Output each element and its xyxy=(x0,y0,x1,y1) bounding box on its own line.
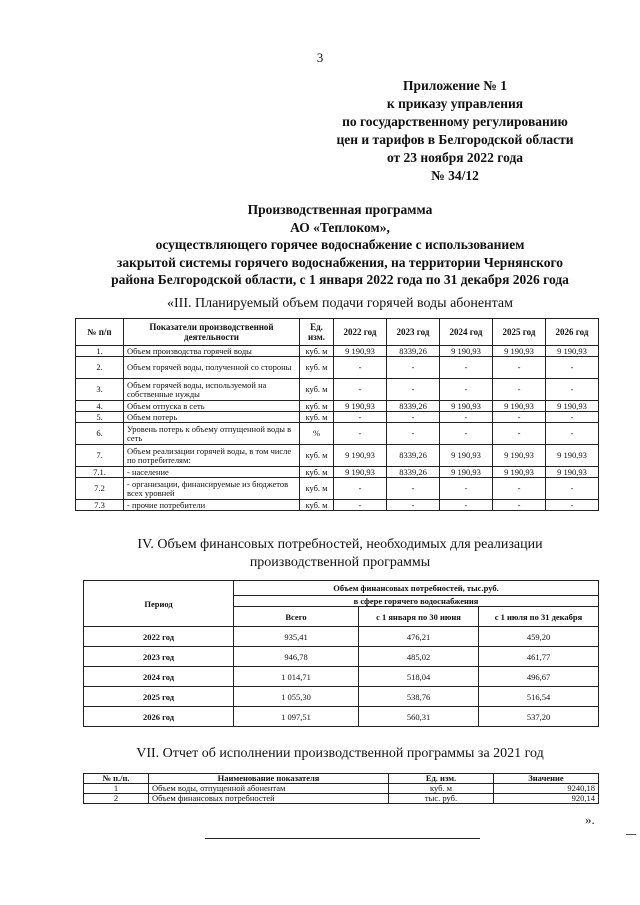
financial-needs-table xyxy=(83,580,599,727)
cell-unit: куб. м xyxy=(300,357,334,379)
cell-num: 7. xyxy=(76,445,124,467)
cell-indicator: Объем производства горячей воды xyxy=(124,346,300,357)
cell-value: 1 097,51 xyxy=(234,707,359,727)
col-header: № п/п xyxy=(76,319,124,346)
col-header: Показатели производственной деятельности xyxy=(124,319,300,346)
cell-value: - xyxy=(334,379,387,401)
cell-value: - xyxy=(387,357,440,379)
table-row xyxy=(84,784,599,794)
table-row xyxy=(76,445,599,467)
cell-value: 9 190,93 xyxy=(493,467,546,478)
col-header: № п./п. xyxy=(84,774,149,784)
program-title-line: осуществляющего горячее водоснабжение с использованием xyxy=(155,237,525,252)
cell-value: - xyxy=(440,423,493,445)
cell-value: - xyxy=(493,500,546,511)
section7-title: VII. Отчет об исполнении производственной программы за 2021 год xyxy=(136,746,544,761)
col-header-period: Период xyxy=(84,581,234,627)
water-volume-table xyxy=(75,318,599,511)
cell-unit: куб. м xyxy=(300,412,334,423)
table-row xyxy=(84,647,599,667)
cell-value: 9240,18 xyxy=(494,784,599,794)
cell-unit: куб. м xyxy=(389,784,494,794)
cell-value: 9 190,93 xyxy=(493,401,546,412)
cell-num: 7.2 xyxy=(76,478,124,500)
cell-value: 920,14 xyxy=(494,794,599,804)
cell-value: - xyxy=(493,478,546,500)
col-header: Значение xyxy=(494,774,599,784)
col-header: 2023 год xyxy=(387,319,440,346)
col-header: с 1 июля по 31 декабря xyxy=(479,607,599,627)
cell-unit: куб. м xyxy=(300,500,334,511)
closing-quote: ». xyxy=(585,812,595,827)
col-header-main: Объем финансовых потребностей, тыс.руб. xyxy=(234,581,599,596)
cell-value: 461,77 xyxy=(479,647,599,667)
cell-value: 459,20 xyxy=(479,627,599,647)
cell-unit: куб. м xyxy=(300,478,334,500)
cell-value: - xyxy=(546,500,599,511)
cell-value: - xyxy=(440,478,493,500)
cell-period: 2026 год xyxy=(84,707,234,727)
cell-value: - xyxy=(334,500,387,511)
cell-value: - xyxy=(334,357,387,379)
cell-value: 476,21 xyxy=(359,627,479,647)
cell-value: 516,54 xyxy=(479,687,599,707)
cell-num: 1. xyxy=(76,346,124,357)
cell-period: 2024 год xyxy=(84,667,234,687)
cell-value: 8339,26 xyxy=(387,445,440,467)
cell-num: 2. xyxy=(76,357,124,379)
section3-title: «III. Планируемый объем подачи горячей воды абонентам xyxy=(167,296,513,311)
cell-unit: куб. м xyxy=(300,401,334,412)
cell-value: 496,67 xyxy=(479,667,599,687)
program-title xyxy=(60,201,620,289)
col-header: Всего xyxy=(234,607,359,627)
cell-value: 560,31 xyxy=(359,707,479,727)
cell-indicator: Объем воды, отпущенной абонентам xyxy=(149,784,389,794)
cell-value: - xyxy=(334,478,387,500)
cell-indicator: Объем потерь xyxy=(124,412,300,423)
section4-title-line: IV. Объем финансовых потребностей, необходимых для реализации xyxy=(137,537,543,552)
cell-value: - xyxy=(334,412,387,423)
cell-value: - xyxy=(387,412,440,423)
table-row xyxy=(76,478,599,500)
cell-indicator: Объем отпуска в сеть xyxy=(124,401,300,412)
cell-value: 9 190,93 xyxy=(440,445,493,467)
cell-value: 9 190,93 xyxy=(546,346,599,357)
cell-value: 8339,26 xyxy=(387,346,440,357)
cell-value: 935,41 xyxy=(234,627,359,647)
cell-num: 7.1. xyxy=(76,467,124,478)
cell-indicator: Объем финансовых потребностей xyxy=(149,794,389,804)
cell-value: - xyxy=(334,423,387,445)
cell-unit: куб. м xyxy=(300,379,334,401)
cell-value: - xyxy=(440,500,493,511)
cell-unit: % xyxy=(300,423,334,445)
cell-value: - xyxy=(546,412,599,423)
cell-indicator: - население xyxy=(124,467,300,478)
page-number: 3 xyxy=(316,50,324,65)
table-row xyxy=(84,667,599,687)
footer-divider xyxy=(205,838,480,839)
col-header: 2022 год xyxy=(334,319,387,346)
cell-value: - xyxy=(493,423,546,445)
cell-value: - xyxy=(440,412,493,423)
col-header: 2026 год xyxy=(546,319,599,346)
cell-value: - xyxy=(546,379,599,401)
cell-value: 946,78 xyxy=(234,647,359,667)
cell-indicator: Уровень потерь к объему отпущенной воды в сеть xyxy=(124,423,300,445)
col-header: 2025 год xyxy=(493,319,546,346)
col-header: Наименование показателя xyxy=(149,774,389,784)
cell-indicator: Объем горячей воды, используемой на собственные нужды xyxy=(124,379,300,401)
table-row xyxy=(76,467,599,478)
cell-value: 9 190,93 xyxy=(546,445,599,467)
cell-period: 2023 год xyxy=(84,647,234,667)
cell-value: 8339,26 xyxy=(387,401,440,412)
cell-value: - xyxy=(546,357,599,379)
cell-unit: куб. м xyxy=(300,346,334,357)
col-header: Ед. изм. xyxy=(389,774,494,784)
cell-value: - xyxy=(440,379,493,401)
table-row xyxy=(76,401,599,412)
cell-value: 518,04 xyxy=(359,667,479,687)
cell-value: 9 190,93 xyxy=(546,401,599,412)
cell-value: 9 190,93 xyxy=(440,401,493,412)
cell-value: 9 190,93 xyxy=(440,467,493,478)
col-header: Ед. изм. xyxy=(300,319,334,346)
cell-value: 9 190,93 xyxy=(440,346,493,357)
col-header: 2024 год xyxy=(440,319,493,346)
program-title-line: района Белгородской области, с 1 января 2022 года по 31 декабря 2026 года xyxy=(111,272,569,287)
cell-value: 9 190,93 xyxy=(334,401,387,412)
execution-report-table xyxy=(83,773,599,804)
appendix-line: от 23 ноября 2022 года xyxy=(386,150,524,165)
cell-num: 1 xyxy=(84,784,149,794)
table-row xyxy=(76,346,599,357)
col-header: с 1 января по 30 июня xyxy=(359,607,479,627)
cell-period: 2025 год xyxy=(84,687,234,707)
cell-value: - xyxy=(387,478,440,500)
program-title-line: АО «Теплоком», xyxy=(290,219,390,235)
table-row xyxy=(84,707,599,727)
cell-value: 9 190,93 xyxy=(334,445,387,467)
cell-value: - xyxy=(546,423,599,445)
cell-num: 7.3 xyxy=(76,500,124,511)
edge-mark xyxy=(626,834,636,835)
cell-period: 2022 год xyxy=(84,627,234,647)
col-header-sub: в сфере горячего водоснабжения xyxy=(234,596,599,607)
table-header-row xyxy=(84,774,599,784)
cell-num: 4. xyxy=(76,401,124,412)
section4-title-line: производственной программы xyxy=(249,555,431,570)
cell-num: 3. xyxy=(76,379,124,401)
cell-value: 9 190,93 xyxy=(546,467,599,478)
table-row xyxy=(84,627,599,647)
cell-value: - xyxy=(546,478,599,500)
cell-value: - xyxy=(440,357,493,379)
cell-value: - xyxy=(387,423,440,445)
cell-num: 6. xyxy=(76,423,124,445)
cell-unit: тыс. руб. xyxy=(389,794,494,804)
table-row xyxy=(84,794,599,804)
cell-value: - xyxy=(387,379,440,401)
cell-indicator: Объем горячей воды, полученной со стороны xyxy=(124,357,300,379)
cell-indicator: - прочие потребители xyxy=(124,500,300,511)
table-row xyxy=(76,412,599,423)
cell-unit: куб. м xyxy=(300,467,334,478)
table-row xyxy=(76,357,599,379)
cell-value: - xyxy=(493,379,546,401)
program-title-line: Производственная программа xyxy=(247,202,433,217)
cell-value: - xyxy=(387,500,440,511)
cell-value: 485,02 xyxy=(359,647,479,667)
cell-indicator: - организации, финансируемые из бюджетов всех уровней xyxy=(124,478,300,500)
table-header-row xyxy=(84,581,599,596)
cell-value: - xyxy=(493,357,546,379)
cell-value: 537,20 xyxy=(479,707,599,727)
appendix-line: по государственному регулированию xyxy=(342,114,568,129)
cell-value: 1 055,30 xyxy=(234,687,359,707)
cell-value: 1 014,71 xyxy=(234,667,359,687)
cell-num: 2 xyxy=(84,794,149,804)
section4-title xyxy=(60,536,620,572)
cell-num: 5. xyxy=(76,412,124,423)
appendix-line: № 34/12 xyxy=(431,168,479,183)
cell-value: 8339,26 xyxy=(387,467,440,478)
table-row xyxy=(76,379,599,401)
cell-indicator: Объем реализации горячей воды, в том числе по потребителям: xyxy=(124,445,300,467)
cell-value: 9 190,93 xyxy=(493,346,546,357)
cell-value: - xyxy=(493,412,546,423)
appendix-line: цен и тарифов в Белгородской области xyxy=(336,132,574,147)
cell-value: 9 190,93 xyxy=(334,346,387,357)
table-header-row xyxy=(76,319,599,346)
appendix-header xyxy=(305,77,605,185)
appendix-line: к приказу управления xyxy=(386,96,524,111)
cell-value: 538,76 xyxy=(359,687,479,707)
program-title-line: закрытой системы горячего водоснабжения, на территории Чернянского xyxy=(116,254,564,270)
table-row xyxy=(84,687,599,707)
table-row xyxy=(76,500,599,511)
cell-value: 9 190,93 xyxy=(493,445,546,467)
appendix-line: Приложение № 1 xyxy=(403,78,507,93)
cell-unit: куб. м xyxy=(300,445,334,467)
cell-value: 9 190,93 xyxy=(334,467,387,478)
table-row xyxy=(76,423,599,445)
